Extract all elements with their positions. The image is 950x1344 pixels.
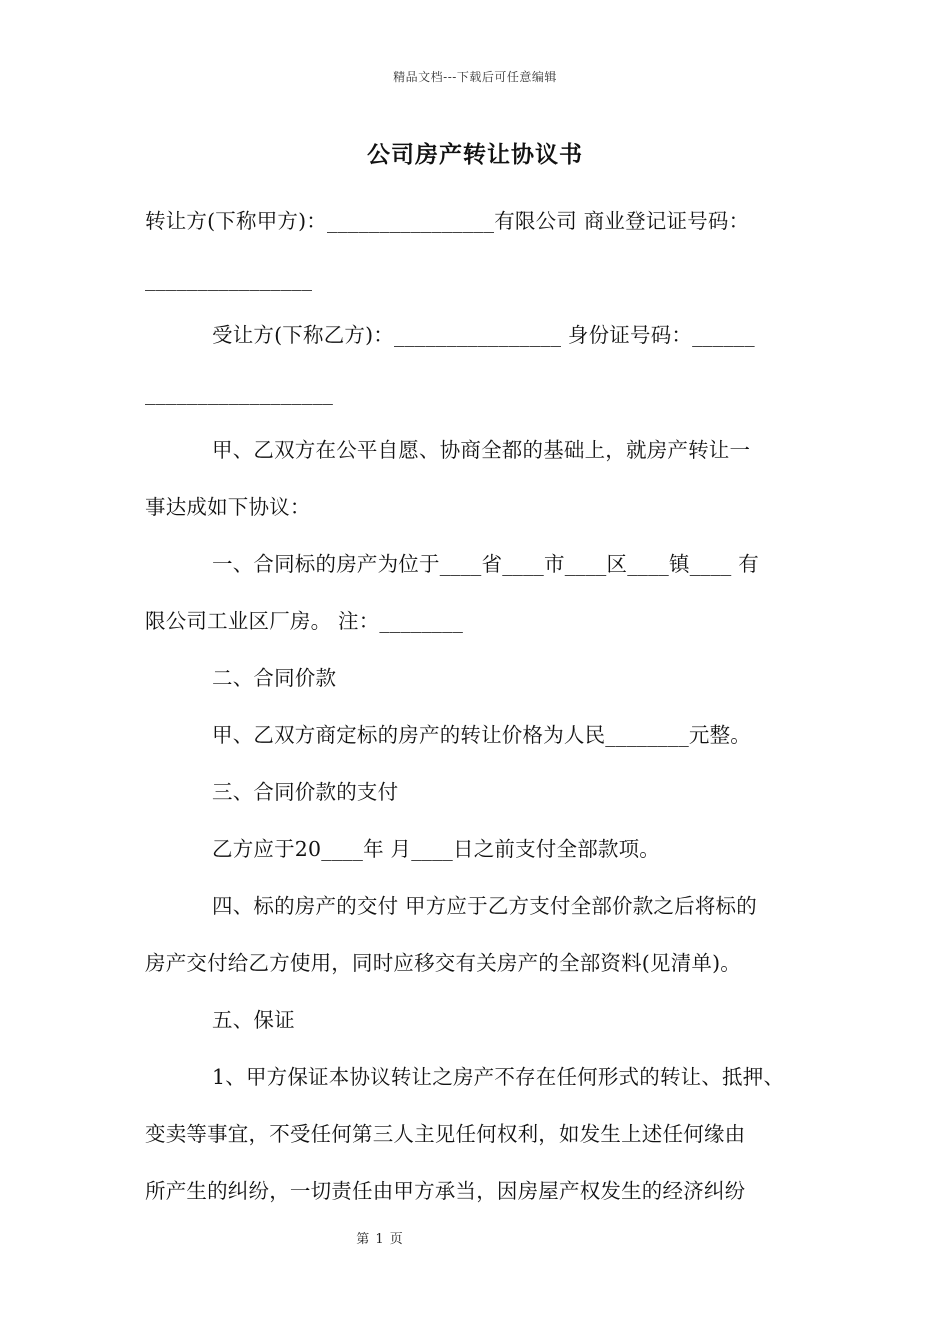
text-line-clause1-2: 限公司工业区厂房。 注：________ [145, 609, 464, 633]
section-heading-payment: 三、合同价款的支付 [212, 780, 399, 804]
text-line-id-blank: __________________ [145, 381, 334, 405]
text-line-clause1-1: 一、合同标的房产为位于____省____市____区____镇____ 有 [212, 552, 759, 576]
section-heading-price: 二、合同价款 [212, 666, 337, 690]
text-line-delivery-2: 房产交付给乙方使用，同时应移交有关房产的全部资料(见清单)。 [145, 951, 741, 975]
text-line-transferor: 转让方(下称甲方)：________________有限公司 商业登记证号码： [145, 209, 750, 233]
text-line-guarantee-2: 变卖等事宜，不受任何第三人主见任何权利，如发生上述任何缘由 [145, 1122, 746, 1146]
text-line-preamble-2: 事达成如下协议： [145, 495, 311, 519]
text-line-registration-blank: ________________ [145, 267, 313, 291]
page-header: 精品文档---下载后可任意编辑 [393, 70, 557, 84]
text-line-guarantee-1: 1、甲方保证本协议转让之房产不存在任何形式的转让、抵押、 [212, 1065, 785, 1089]
text-line-price: 甲、乙双方商定标的房产的转让价格为人民________元整。 [212, 723, 751, 747]
page-number: 第 1 页 [356, 1232, 404, 1247]
text-line-preamble-1: 甲、乙双方在公平自愿、协商全都的基础上，就房产转让一 [212, 438, 751, 462]
document-title: 公司房产转让协议书 [367, 141, 583, 168]
text-line-guarantee-3: 所产生的纠纷，一切责任由甲方承当，因房屋产权发生的经济纠纷 [145, 1179, 746, 1203]
text-line-delivery-1: 四、标的房产的交付 甲方应于乙方支付全部价款之后将标的 [212, 894, 757, 918]
section-heading-guarantee: 五、保证 [212, 1008, 295, 1032]
text-line-payment: 乙方应于20____年 月____日之前支付全部款项。 [212, 837, 661, 861]
text-line-transferee: 受让方(下称乙方)：________________ 身份证号码：______ [212, 323, 755, 347]
